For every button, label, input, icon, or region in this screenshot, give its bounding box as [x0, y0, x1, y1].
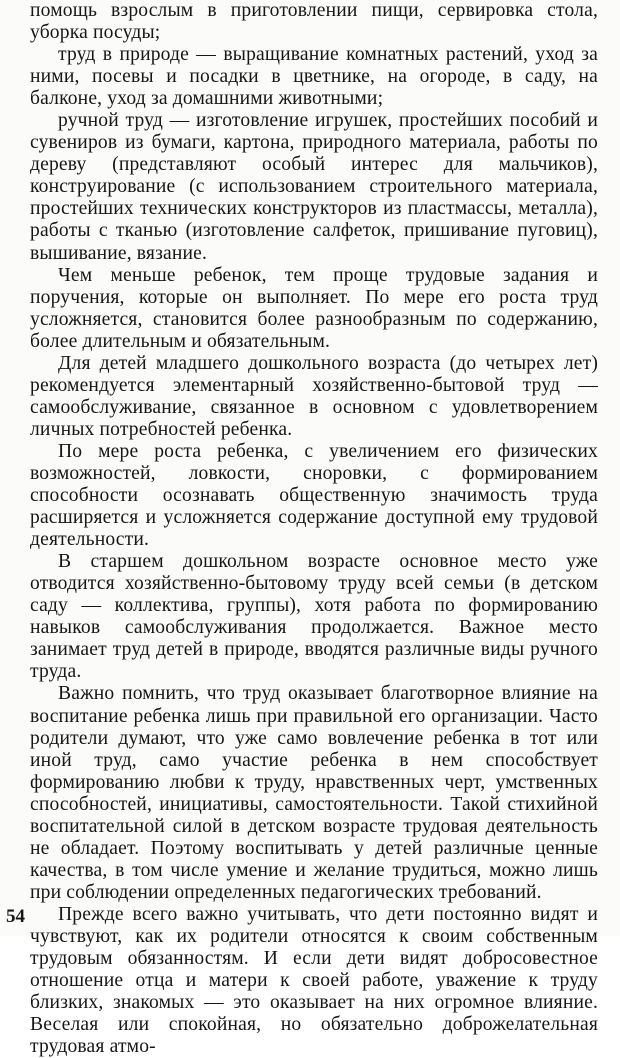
paragraph-4: Чем меньше ребенок, тем проще трудовые задания и поручения, которые он выполняет. По мере его роста труд усложняется, становится более разнообразным по содержанию, более длительным и обязательным.: [30, 264, 598, 352]
paragraph-3: ручной труд — изготовление игрушек, простейших пособий и сувениров из бумаги, картона, природного материала, работы по дереву (представляют особый интерес для мальчиков), конструирование (с использованием строительного материала, простейших технических конструкторов из пластмассы, металла), работы с тканью (изготовление салфеток, пришивание пуговиц), вышивание, вязание.: [30, 110, 598, 264]
page-number: 54: [6, 906, 25, 927]
body-text: [30, 0, 598, 1058]
paragraph-2: труд в природе — выращивание комнатных растений, уход за ними, посевы и посадки в цветнике, на огороде, в саду, на балконе, уход за домашними животными;: [30, 44, 598, 110]
paragraph-8: Важно помнить, что труд оказывает благотворное влияние на воспитание ребенка лишь при правильной его организации. Часто родители думают, что уже само вовлечение ребенка в тот или иной труд, само участие ребенка в нем способствует формированию любви к труду, нравственных черт, умственных способностей, инициативы, самостоятельности. Такой стихийной воспитательной силой в детском возрасте трудовая деятельность не обладает. Поэтому воспитывать у детей различные ценные качества, в том числе умение и желание трудиться, можно лишь при соблюдении определенных педагогических требований.: [30, 683, 598, 903]
paragraph-6: По мере роста ребенка, с увеличением его физических возможностей, ловкости, сноровки, с формированием способности осознавать общественную значимость труда расширяется и усложняется содержание доступной ему трудовой деятельности.: [30, 440, 598, 551]
paragraph-9: Прежде всего важно учитывать, что дети постоянно видят и чувствуют, как их родители относятся к своим собственным трудовым обязанностям. И если дети видят добросовестное отношение отца и матери к своей работе, уважение к труду близких, знакомых — это оказывает на них огромное влияние. Веселая или спокойная, но обязательно доброжелательная трудовая атмо-: [30, 903, 598, 1058]
paragraph-5: Для детей младшего дошкольного возраста (до четырех лет) рекомендуется элементарный хозяйственно-бытовой труд — самообслуживание, связанное в основном с удовлетворением личных потребностей ребенка.: [30, 352, 598, 440]
paragraph-7: В старшем дошкольном возрасте основное место уже отводится хозяйственно-бытовому труду всей семьи (в детском саду — коллектива, группы), хотя работа по формированию навыков самообслуживания продолжается. Важное место занимает труд детей в природе, вводятся различные виды ручного труда.: [30, 551, 598, 683]
paragraph-1: помощь взрослым в приготовлении пищи, сервировка стола, уборка посуды;: [30, 0, 598, 44]
